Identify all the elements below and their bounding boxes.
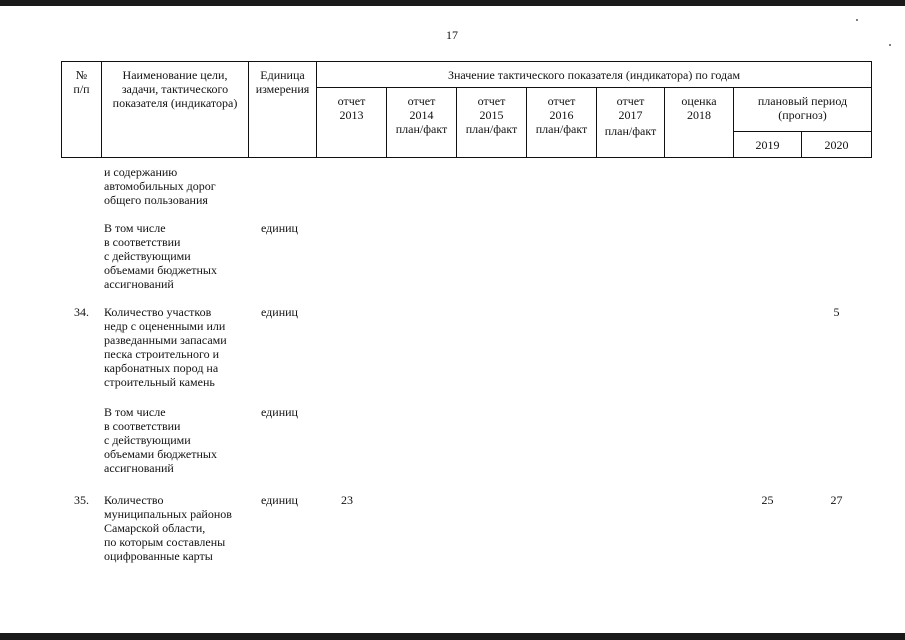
header-year-line: отчет [616,94,645,108]
header-year-line: план/факт [535,122,588,136]
header-year-line: 2013 [339,108,364,122]
row-value-2013: 23 [341,493,353,507]
header-plan-line: (прогноз) [778,108,827,122]
scan-speck [856,19,858,21]
row-name-line: с действующими [104,433,191,447]
row-name-line: объемами бюджетных [104,263,217,277]
header-plan-line: плановый период [757,94,848,108]
header-year-line: 2016 [549,108,574,122]
header-year-line: план/факт [604,124,657,138]
scan-speck [889,44,891,46]
header-group-title: Значение тактического показателя (индикатора) по годам [447,68,741,82]
header-name-line: Наименование цели, [122,68,228,82]
header-year-line: план/факт [465,122,518,136]
row-name-line: Количество [104,493,164,507]
header-year-line: 2015 [479,108,504,122]
row-value-2020: 27 [830,493,843,507]
row-value-2019: 25 [761,493,774,507]
page-number: 17 [446,28,458,42]
scan-border-top [0,0,905,6]
row-name-line: объемами бюджетных [104,447,217,461]
row-name-line: разведанными запасами [104,333,227,347]
row-name-line: В том числе [104,221,166,235]
row-name-line: с действующими [104,249,191,263]
row-name-line: ассигнований [104,277,174,291]
row-name-line: Количество участков [104,305,212,319]
header-name-line: задачи, тактического [121,82,229,96]
header-plan-year: 2019 [755,138,780,152]
header-unit-line: измерения [255,82,310,96]
row-name-line: муниципальных районов [104,507,232,521]
row-name-line: оцифрованные карты [104,549,213,563]
row-name-line: и содержанию [104,165,178,179]
header-no-line: № [75,68,88,82]
row-unit: единиц [261,305,298,319]
header-year-line: 2017 [618,108,643,122]
row-name-line: ассигнований [104,461,174,475]
row-name-line: в соответствии [104,235,181,249]
row-name-line: автомобильных дорог [104,179,216,193]
header-year-line: отчет [547,94,576,108]
row-unit: единиц [261,221,298,235]
row-unit: единиц [261,405,298,419]
header-year-line: оценка [681,94,717,108]
header-year-line: отчет [477,94,506,108]
header-year-line: 2018 [687,108,711,122]
row-name-line: недр с оцененными или [104,319,226,333]
row-number: 34. [74,305,89,319]
row-name-line: общего пользования [104,193,208,207]
header-name-line: показателя (индикатора) [112,96,238,110]
header-year-line: отчет [337,94,366,108]
row-name-line: по которым составлены [104,535,226,549]
row-value-2020: 5 [833,305,840,319]
header-year-line: 2014 [409,108,434,122]
row-name-line: Самарской области, [104,521,206,535]
row-name-line: в соответствии [104,419,181,433]
header-plan-year: 2020 [824,138,849,152]
header-year-line: отчет [407,94,436,108]
header-unit-line: Единица [260,68,305,82]
row-name-line: песка строительного и [104,347,219,361]
row-name-line: В том числе [104,405,166,419]
row-name-line: карбонатных пород на [104,361,219,375]
header-year-line: план/факт [395,122,448,136]
row-number: 35. [74,493,89,507]
row-unit: единиц [261,493,298,507]
scan-border-bottom [0,633,905,640]
row-name-line: строительный камень [104,375,215,389]
header-no-line: п/п [73,82,90,96]
